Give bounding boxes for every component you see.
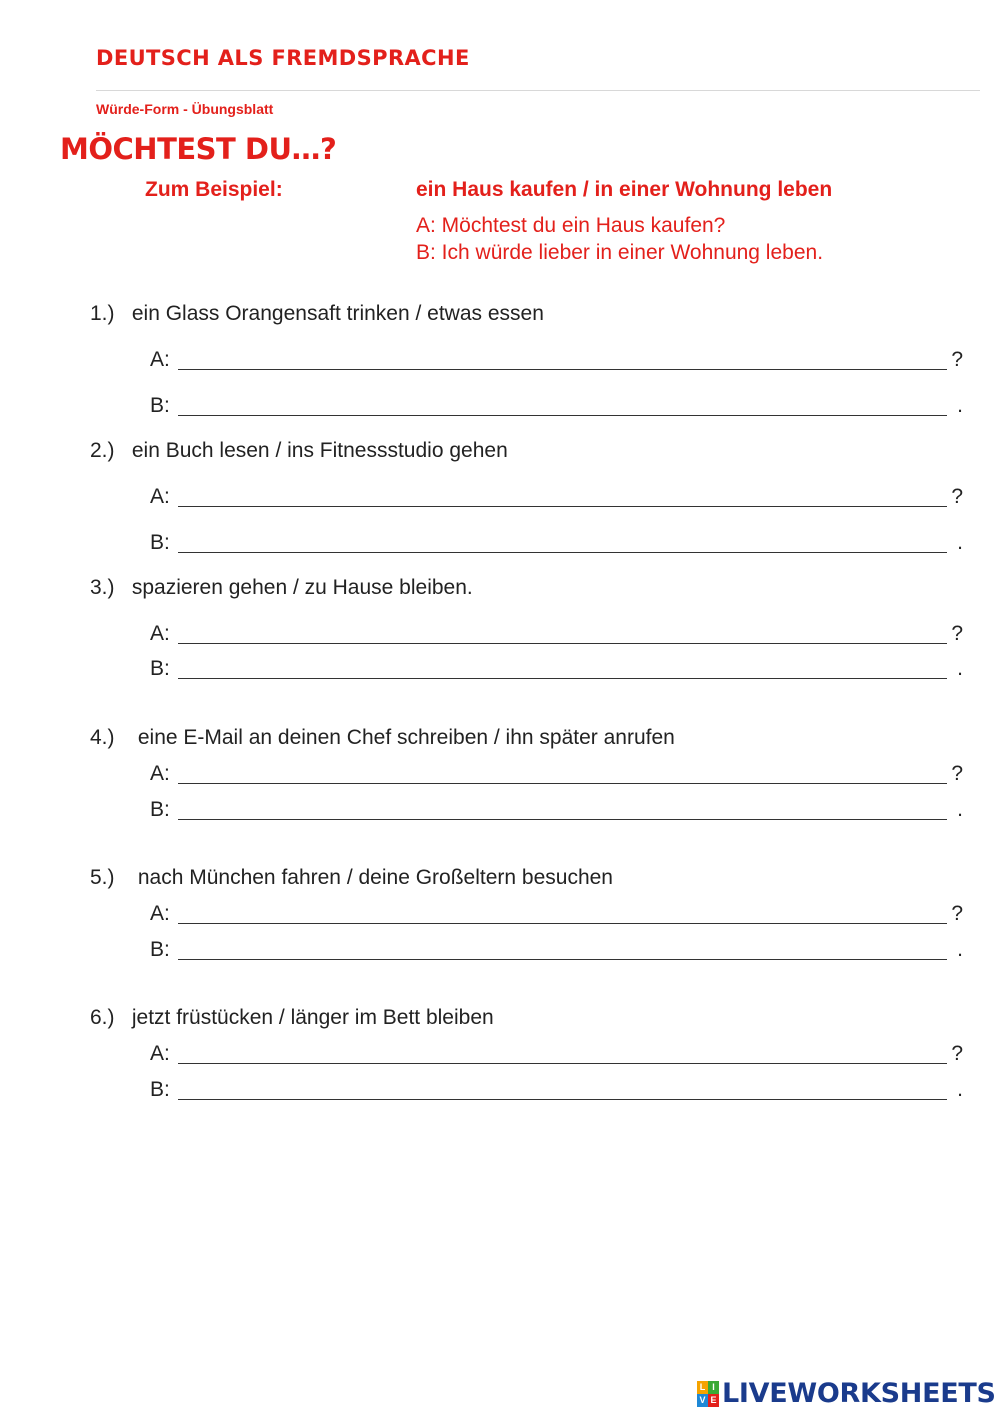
question-mark: ?	[951, 348, 963, 371]
period-mark: .	[957, 798, 963, 821]
answer-blank[interactable]	[178, 643, 947, 645]
period-mark: .	[957, 938, 963, 961]
exercise-number: 1.)	[90, 302, 115, 325]
exercise-text: spazieren gehen / zu Hause bleiben.	[131, 576, 473, 599]
answer-blank[interactable]	[178, 783, 947, 785]
answer-blank[interactable]	[178, 959, 947, 961]
example-answer-b: B: Ich würde lieber in einer Wohnung leben.	[416, 241, 824, 264]
answer-label-b: B:	[150, 938, 170, 961]
answer-a-line-5[interactable]	[150, 901, 965, 927]
exercise-number: 6.)	[90, 1006, 115, 1029]
answer-label-a: A:	[150, 622, 170, 645]
answer-blank[interactable]	[178, 415, 947, 417]
answer-b-line-5[interactable]	[150, 937, 965, 963]
answer-blank[interactable]	[178, 923, 947, 925]
answer-label-a: A:	[150, 485, 170, 508]
answer-a-line-1[interactable]	[150, 347, 965, 373]
exercise-number: 4.)	[90, 726, 115, 749]
logo-text: LIVEWORKSHEETS	[722, 1378, 996, 1409]
logo-mark-icon	[697, 1381, 719, 1407]
answer-b-line-6[interactable]	[150, 1077, 965, 1103]
liveworksheets-logo	[697, 1378, 996, 1409]
period-mark: .	[957, 657, 963, 680]
answer-label-b: B:	[150, 657, 170, 680]
question-mark: ?	[951, 485, 963, 508]
answer-label-a: A:	[150, 762, 170, 785]
answer-blank[interactable]	[178, 819, 947, 821]
period-mark: .	[957, 531, 963, 554]
exercise-prompt-3	[90, 576, 473, 600]
answer-blank[interactable]	[178, 552, 947, 554]
exercise-text: ein Buch lesen / ins Fitnessstudio gehen	[131, 439, 508, 462]
answer-label-b: B:	[150, 1078, 170, 1101]
header-divider	[96, 90, 980, 91]
example-label: Zum Beispiel:	[145, 178, 283, 201]
exercise-text: ein Glass Orangensaft trinken / etwas essen	[131, 302, 544, 325]
period-mark: .	[957, 394, 963, 417]
worksheet-subtitle: Würde-Form - Übungsblatt	[96, 101, 274, 117]
answer-a-line-2[interactable]	[150, 484, 965, 510]
answer-a-line-3[interactable]	[150, 621, 965, 647]
exercise-number: 5.)	[90, 866, 115, 889]
example-phrase: ein Haus kaufen / in einer Wohnung leben	[416, 178, 833, 201]
question-mark: ?	[951, 762, 963, 785]
answer-b-line-3[interactable]	[150, 656, 965, 682]
main-title: MÖCHTEST DU…?	[60, 132, 337, 166]
answer-label-a: A:	[150, 1042, 170, 1065]
exercise-prompt-6	[90, 1006, 494, 1030]
answer-b-line-4[interactable]	[150, 797, 965, 823]
answer-blank[interactable]	[178, 369, 947, 371]
logo-mark-letter: E	[708, 1394, 719, 1407]
answer-label-b: B:	[150, 798, 170, 821]
answer-blank[interactable]	[178, 506, 947, 508]
answer-label-a: A:	[150, 902, 170, 925]
answer-label-b: B:	[150, 394, 170, 417]
answer-a-line-4[interactable]	[150, 761, 965, 787]
example-answer-a: A: Möchtest du ein Haus kaufen?	[416, 214, 726, 237]
worksheet-header-title: DEUTSCH ALS FREMDSPRACHE	[96, 46, 470, 70]
period-mark: .	[957, 1078, 963, 1101]
exercise-text: eine E-Mail an deinen Chef schreiben / ihn später anrufen	[137, 726, 675, 749]
exercise-prompt-1	[90, 302, 544, 326]
answer-b-line-1[interactable]	[150, 393, 965, 419]
question-mark: ?	[951, 1042, 963, 1065]
answer-blank[interactable]	[178, 678, 947, 680]
question-mark: ?	[951, 622, 963, 645]
exercise-prompt-4	[90, 726, 675, 750]
logo-mark-letter: V	[697, 1394, 708, 1407]
logo-mark-letter: I	[708, 1381, 719, 1394]
answer-a-line-6[interactable]	[150, 1041, 965, 1067]
answer-blank[interactable]	[178, 1099, 947, 1101]
question-mark: ?	[951, 902, 963, 925]
answer-label-b: B:	[150, 531, 170, 554]
answer-blank[interactable]	[178, 1063, 947, 1065]
exercise-number: 2.)	[90, 439, 115, 462]
exercise-number: 3.)	[90, 576, 115, 599]
exercise-text: jetzt früstücken / länger im Bett bleiben	[131, 1006, 494, 1029]
answer-label-a: A:	[150, 348, 170, 371]
logo-mark-letter: L	[697, 1381, 708, 1394]
answer-b-line-2[interactable]	[150, 530, 965, 556]
exercise-text: nach München fahren / deine Großeltern besuchen	[137, 866, 613, 889]
exercise-prompt-5	[90, 866, 613, 890]
exercise-prompt-2	[90, 439, 508, 463]
